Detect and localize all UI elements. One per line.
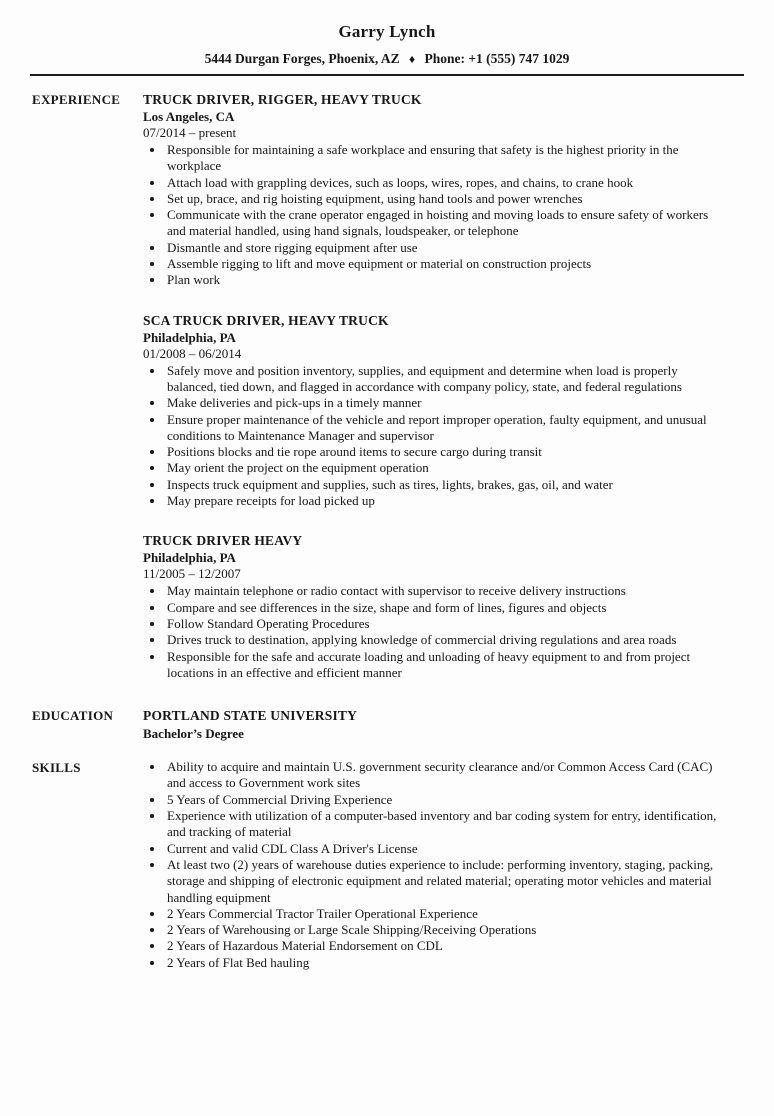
bullet-item: • Inspects truck equipment and supplies, such as tires, lights, brakes, gas, oil, and water — [165, 477, 728, 493]
bullet-item: • May prepare receipts for load picked up — [165, 493, 728, 509]
bullet-item: • Communicate with the crane operator engaged in hoisting and moving loads to ensure safety of workers and material handled, using hand signals, loudspeaker, or telephone — [165, 207, 728, 240]
section-label-education: EDUCATION — [32, 708, 114, 724]
contact-address: 5444 Durgan Forges, Phoenix, AZ — [204, 51, 400, 66]
job-bullet-list — [143, 583, 728, 681]
job-location: Philadelphia, PA — [143, 329, 236, 345]
bullet-item: • Plan work — [165, 272, 728, 288]
education-body — [143, 707, 728, 742]
job-bullet-list — [143, 363, 728, 510]
bullet-item: • Ensure proper maintenance of the vehicle and report improper operation, faulty equipment, and unusual conditions to Maintenance Manager and supervisor — [165, 412, 728, 445]
job-dates: 07/2014 – present — [143, 125, 237, 140]
job-entry-2 — [143, 312, 728, 510]
bullet-item: • Responsible for the safe and accurate loading and unloading of heavy equipment to and from project locations in an effective and efficient manner — [165, 649, 728, 682]
section-skills — [32, 759, 728, 971]
bullet-item: • May maintain telephone or radio contact with supervisor to receive delivery instructions — [165, 583, 728, 599]
job-bullet-list — [143, 142, 728, 289]
contact-phone: Phone: +1 (555) 747 1029 — [424, 51, 570, 66]
skills-body — [143, 759, 728, 971]
resume-body — [0, 76, 774, 971]
bullet-item: • May orient the project on the equipment operation — [165, 460, 728, 476]
section-label-skills: SKILLS — [32, 760, 81, 776]
contact-line — [0, 51, 774, 67]
section-education — [32, 707, 728, 742]
bullet-item: • 2 Years of Warehousing or Large Scale Shipping/Receiving Operations — [165, 922, 728, 938]
section-experience — [32, 91, 728, 681]
job-location: Philadelphia, PA — [143, 550, 236, 566]
bullet-item: • Attach load with grappling devices, such as loops, wires, ropes, and chains, to crane hook — [165, 175, 728, 191]
degree-name: Bachelor’s Degree — [143, 726, 244, 742]
skills-bullet-list — [143, 759, 728, 971]
job-entry-3 — [143, 532, 728, 681]
bullet-item: • 2 Years of Hazardous Material Endorsement on CDL — [165, 938, 728, 954]
bullet-item: • Drives truck to destination, applying knowledge of commercial driving regulations and area roads — [165, 632, 728, 648]
bullet-item: • Set up, brace, and rig hoisting equipment, using hand tools and power wrenches — [165, 191, 728, 207]
bullet-item: • At least two (2) years of warehouse duties experience to include: performing inventory, staging, packing, storage and shipping of electronic equipment and related material; operating motor vehicles and material handling equipment — [165, 857, 728, 906]
experience-body — [143, 91, 728, 681]
diamond-separator-icon: ♦ — [408, 52, 416, 66]
bullet-item: • 2 Years Commercial Tractor Trailer Operational Experience — [165, 906, 728, 922]
job-title: TRUCK DRIVER HEAVY — [143, 533, 303, 549]
bullet-item: • Positions blocks and tie rope around items to secure cargo during transit — [165, 444, 728, 460]
bullet-item: • 2 Years of Flat Bed hauling — [165, 955, 728, 971]
bullet-item: • Compare and see differences in the size, shape and form of lines, figures and objects — [165, 600, 728, 616]
job-dates: 11/2005 – 12/2007 — [143, 566, 241, 582]
bullet-item: • Safely move and position inventory, supplies, and equipment and determine when load is properly balanced, tied down, and flagged in accordance with company policy, state, and federal regulations — [165, 363, 728, 396]
job-location: Los Angeles, CA — [143, 109, 235, 124]
resume-header — [0, 21, 774, 76]
bullet-item: • Dismantle and store rigging equipment after use — [165, 240, 728, 256]
bullet-item: • Follow Standard Operating Procedures — [165, 616, 728, 632]
section-label-experience: EXPERIENCE — [32, 92, 121, 107]
bullet-item: • Current and valid CDL Class A Driver's License — [165, 841, 728, 857]
job-dates: 01/2008 – 06/2014 — [143, 345, 242, 361]
bullet-item: • 5 Years of Commercial Driving Experience — [165, 792, 728, 808]
job-title: SCA TRUCK DRIVER, HEAVY TRUCK — [143, 312, 389, 328]
job-title: TRUCK DRIVER, RIGGER, HEAVY TRUCK — [143, 92, 422, 107]
bullet-item: • Assemble rigging to lift and move equipment or material on construction projects — [165, 256, 728, 272]
candidate-name: Garry Lynch — [338, 22, 436, 41]
bullet-item: • Experience with utilization of a computer-based inventory and bar coding system for entry, identification, and tracking of material — [165, 808, 728, 841]
bullet-item: • Responsible for maintaining a safe workplace and ensuring that safety is the highest priority in the workplace — [165, 142, 728, 175]
bullet-item: • Make deliveries and pick-ups in a timely manner — [165, 395, 728, 411]
bullet-item: • Ability to acquire and maintain U.S. government security clearance and/or Common Access Card (CAC) and access to Government work sites — [165, 759, 728, 792]
school-name: PORTLAND STATE UNIVERSITY — [143, 708, 358, 724]
job-entry-1 — [143, 91, 728, 289]
